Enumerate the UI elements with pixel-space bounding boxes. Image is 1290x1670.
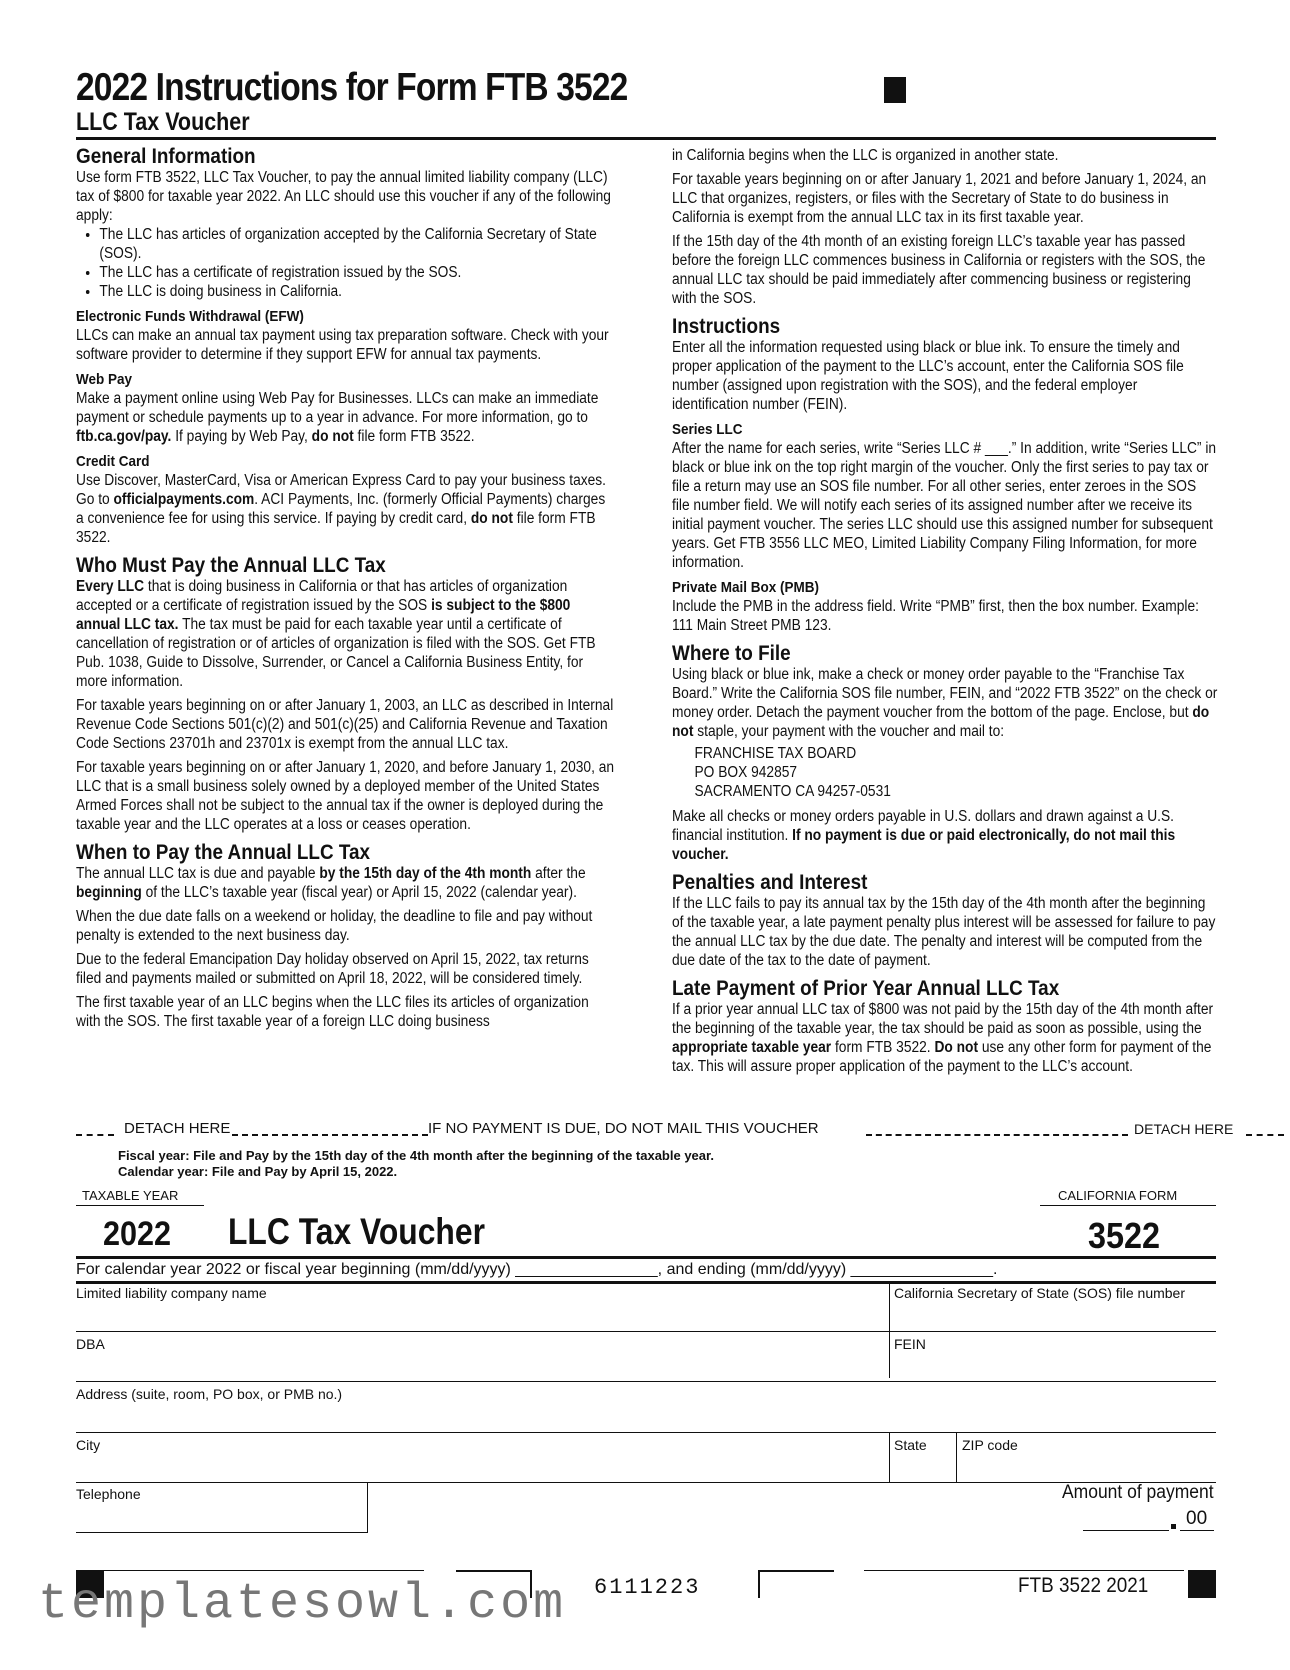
sos-number-label: California Secretary of State (SOS) file number — [894, 1285, 1186, 1301]
telephone-field[interactable] — [76, 1532, 368, 1533]
first-year-exempt-text: For taxable years beginning on or after January 1, 2021 and before January 1, 2024, an LLC that organizes, registers, or files with the Secretary of State to do business in California is exempt from the annual LLC tax in its first taxable year. — [672, 171, 1207, 226]
general-information-heading: General Information — [76, 145, 256, 168]
page-subtitle: LLC Tax Voucher — [76, 108, 250, 136]
divider — [1040, 1205, 1216, 1206]
field-divider — [956, 1432, 957, 1482]
divider — [456, 1570, 532, 1572]
zip-label: ZIP code — [962, 1437, 1018, 1453]
webpay-heading: Web Pay — [76, 371, 133, 388]
address-line: SACRAMENTO CA 94257-0531 — [694, 783, 891, 800]
telephone-label: Telephone — [76, 1486, 141, 1502]
address-field[interactable] — [76, 1432, 1216, 1433]
webpay-text: Make a payment online using Web Pay for Businesses. LLCs can make an immediate payment or schedule payments up to a year in advance. For more information, go to ftb.ca.gov/pay. If paying by Web Pay, do not file form FTB 3522. — [76, 390, 599, 445]
pmb-heading: Private Mail Box (PMB) — [672, 579, 820, 596]
mailing-address — [672, 744, 1217, 801]
series-llc-text: After the name for each series, write “Series LLC # ___.” In addition, write “Series LLC” in black or blue ink on the top right margin of the voucher. Only the first series to pay tax or file a return may use an SOS file number. For all other series, enter zeroes in the SOS file number field. We will notify each series of its assigned number after we receive its initial payment voucher. The series LLC should use this assigned number for subsequent years. Get FTB 3556 LLC MEO, Limited Liability Company Filing Information, for more information. — [672, 440, 1217, 571]
pmb-text: Include the PMB in the address field. Write “PMB” first, then the box number. Example: 111 Main Street PMB 123. — [672, 598, 1199, 634]
credit-card-text: Use Discover, MasterCard, Visa or American Express Card to pay your business taxes. Go to officialpayments.com. ACI Payments, Inc. (formerly Official Payments) charges a convenience fee for using this service. If paying by credit card, do not file form FTB 3522. — [76, 472, 607, 546]
state-label: State — [894, 1437, 927, 1453]
registration-mark — [884, 77, 906, 103]
taxable-year-label: TAXABLE YEAR — [82, 1188, 179, 1203]
applicability-list — [76, 225, 615, 301]
where-to-file-text: Using black or blue ink, make a check or money order payable to the “Franchise Tax Board.” Write the California SOS file number, FEIN, and “2022 FTB 3522” on the check or money order. Detach the payment voucher from the bottom of the page. Enclose, but do not staple, your payment with the voucher and mail to: — [672, 666, 1218, 740]
detach-here-right: DETACH HERE — [1134, 1121, 1234, 1137]
penalties-text: If the LLC fails to pay its annual tax by the 15th day of the 4th month after the beginning of the taxable year, a late payment penalty plus interest will be assessed for failure to pay the annual LLC tax by the due date. The penalty and interest will be computed from the due date of the tax to the date of payment. — [672, 895, 1216, 969]
efw-text: LLCs can make an annual tax payment using tax preparation software. Check with your software provider to determine if they support EFW for annual tax payments. — [76, 327, 609, 363]
amount-of-payment-label: Amount of payment — [1062, 1482, 1214, 1503]
list-item: • The LLC has articles of organization accepted by the California Secretary of State (SOS). — [99, 225, 615, 263]
instructions-column-right — [672, 146, 1218, 1081]
foreign-llc-text: If the 15th day of the 4th month of an existing foreign LLC’s taxable year has passed before the foreign LLC commences business in California or registers with the SOS, the annual LLC tax should be paid immediately after commencing business or registering with the SOS. — [672, 233, 1206, 307]
list-item: • The LLC has a certificate of registration issued by the SOS. — [99, 263, 615, 282]
instructions-heading: Instructions — [672, 315, 781, 338]
registration-mark — [1188, 1570, 1216, 1598]
address-label: Address (suite, room, PO box, or PMB no.) — [76, 1386, 343, 1402]
header-rule — [76, 137, 1216, 140]
watermark-text: templatesowl.com — [38, 1576, 567, 1633]
first-taxable-year-text: The first taxable year of an LLC begins when the LLC files its articles of organization with the SOS. The first taxable year of a foreign LLC doing business — [76, 994, 589, 1030]
divider — [864, 1570, 1184, 1571]
where-to-file-heading: Where to File — [672, 642, 791, 665]
divider — [76, 1256, 1216, 1259]
divider — [104, 1570, 424, 1571]
calendar-year-due-text: Calendar year: File and Pay by April 15, 2022. — [118, 1164, 398, 1179]
fein-label: FEIN — [894, 1336, 926, 1352]
voucher-title: LLC Tax Voucher — [228, 1211, 485, 1252]
penalties-heading: Penalties and Interest — [672, 871, 868, 894]
late-payment-text: If a prior year annual LLC tax of $800 was not paid by the 15th day of the 4th month after the beginning of the taxable year, the tax should be paid as soon as possible, using the appropriate taxable year form FTB 3522. Do not use any other form for payment of the tax. This will assure proper application of the payment to the LLC’s account. — [672, 1001, 1214, 1075]
address-line: FRANCHISE TAX BOARD — [694, 745, 857, 762]
weekend-text: When the due date falls on a weekend or holiday, the deadline to file and pay without penalty is extended to the next business day. — [76, 908, 593, 944]
late-payment-heading: Late Payment of Prior Year Annual LLC Tax — [672, 977, 1060, 1000]
credit-card-heading: Credit Card — [76, 453, 150, 470]
who-must-pay-text: Every LLC that is doing business in California or that has articles of organization accepted or a certificate of registration issued by the SOS is subject to the $800 annual LLC tax. The tax must be paid for each taxable year until a certificate of cancellation of registration or of articles of organization is filed with the SOS. Get FTB Pub. 1038, Guide to Dissolve, Surrender, or Cancel a California Business Entity, for more information. — [76, 578, 596, 690]
field-divider — [367, 1482, 368, 1532]
instructions-text: Enter all the information requested using black or blue ink. To ensure the timely and proper application of the payment to the LLC’s account, enter the California SOS file number (assigned upon registration with the SOS), and the federal employer identification number (FEIN). — [672, 339, 1184, 413]
divider — [1180, 1530, 1214, 1531]
amount-dollars-field[interactable] — [1083, 1530, 1169, 1531]
city-label: City — [76, 1437, 101, 1453]
form-number: 3522 — [1088, 1215, 1161, 1256]
detach-notice: IF NO PAYMENT IS DUE, DO NOT MAIL THIS VOUCHER — [428, 1120, 819, 1137]
form-revision-code: FTB 3522 2021 — [1018, 1574, 1149, 1597]
webpay-link[interactable]: ftb.ca.gov/pay. — [76, 428, 172, 445]
city-field[interactable] — [76, 1482, 1216, 1483]
divider — [758, 1570, 760, 1598]
address-line: PO BOX 942857 — [694, 764, 798, 781]
amount-cents: 00 — [1186, 1508, 1208, 1529]
divider — [76, 1281, 1216, 1284]
efw-heading: Electronic Funds Withdrawal (EFW) — [76, 308, 304, 325]
official-payments-link[interactable]: officialpayments.com — [113, 491, 255, 508]
list-item: • The LLC is doing business in California. — [99, 282, 615, 301]
detach-here-left: DETACH HERE — [124, 1120, 231, 1137]
fiscal-year-due-text: Fiscal year: File and Pay by the 15th day of the 4th month after the beginning of the taxable year. — [118, 1148, 714, 1163]
page-title: 2022 Instructions for Form FTB 3522 — [76, 66, 628, 109]
emancipation-day-text: Due to the federal Emancipation Day holiday observed on April 15, 2022, tax returns filed and payments mailed or submitted on April 18, 2022, will be considered timely. — [76, 951, 589, 987]
instructions-column-left — [76, 146, 616, 1036]
divider — [758, 1570, 834, 1572]
decimal-point — [1171, 1524, 1176, 1529]
llc-name-field[interactable] — [76, 1331, 1216, 1332]
when-to-pay-text: The annual LLC tax is due and payable by the 15th day of the 4th month after the beginning of the LLC’s taxable year (fiscal year) or April 15, 2022 (calendar year). — [76, 865, 586, 901]
payment-currency-text: Make all checks or money orders payable in U.S. dollars and drawn against a U.S. financial institution. If no payment is due or paid electronically, do not mail this voucher. — [672, 808, 1176, 863]
tax-period-line[interactable]: For calendar year 2022 or fiscal year beginning (mm/dd/yyyy) ________________, and ending (mm/dd/yyyy) ________________. — [76, 1261, 998, 1278]
series-llc-heading: Series LLC — [672, 421, 743, 438]
llc-name-label: Limited liability company name — [76, 1285, 267, 1301]
exemption-text: For taxable years beginning on or after January 1, 2003, an LLC as described in Internal Revenue Code Sections 501(c)(2) and 501(c)(25) and California Revenue and Taxation Code Sections 23701h and 23701x is exempt from the annual LLC tax. — [76, 697, 614, 752]
continued-text: in California begins when the LLC is organized in another state. — [672, 147, 1059, 164]
voucher-year: 2022 — [103, 1215, 172, 1253]
dba-field[interactable] — [76, 1381, 1216, 1382]
general-information-text: Use form FTB 3522, LLC Tax Voucher, to pay the annual limited liability company (LLC) tax of $800 for taxable year 2022. An LLC should use this voucher if any of the following apply: — [76, 169, 611, 224]
dba-label: DBA — [76, 1336, 105, 1352]
field-divider — [889, 1432, 890, 1482]
scan-code: 6111223 — [594, 1575, 701, 1600]
who-must-pay-heading: Who Must Pay the Annual LLC Tax — [76, 554, 386, 577]
armed-forces-text: For taxable years beginning on or after January 1, 2020, and before January 1, 2030, an LLC that is a small business solely owned by a deployed member of the United States Armed Forces shall not be subject to the annual tax if the owner is deployed during the taxable year and the LLC operates at a loss or ceases operation. — [76, 759, 615, 833]
divider — [76, 1205, 204, 1206]
california-form-label: CALIFORNIA FORM — [1058, 1188, 1178, 1203]
when-to-pay-heading: When to Pay the Annual LLC Tax — [76, 841, 371, 864]
